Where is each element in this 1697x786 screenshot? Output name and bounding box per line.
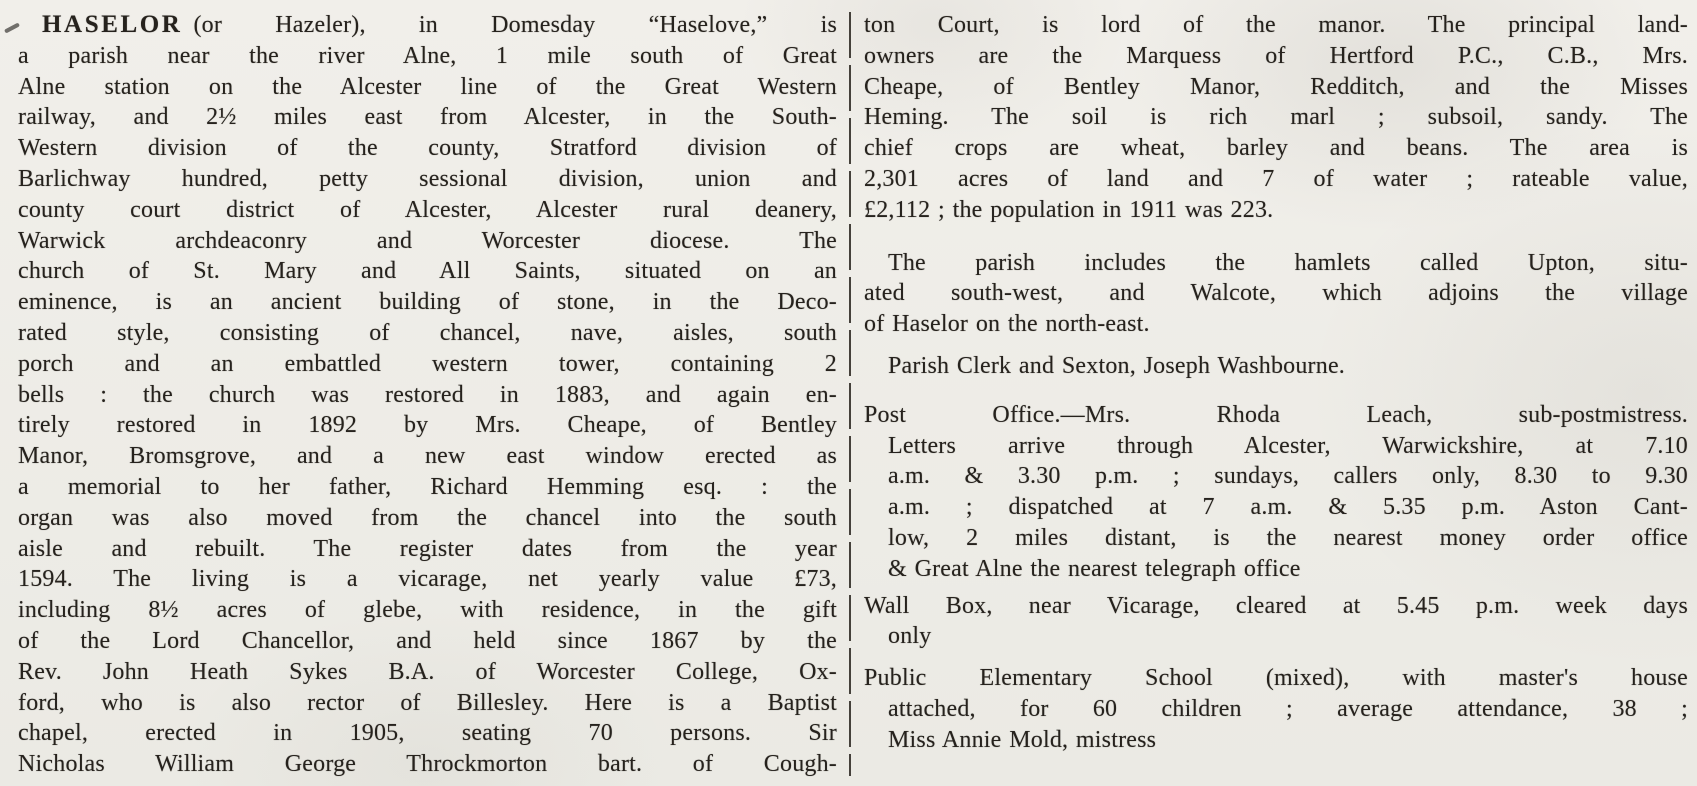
text-line: Miss Annie Mold, mistress [888,726,1157,753]
text-line: including 8½ acres of glebe, with residence, in the gift [18,597,837,624]
text-line [18,10,837,41]
text-line: Letters arrive through Alcester, Warwickshire, at 7.10 [888,432,1688,459]
text-line: The parish includes the hamlets called Upton, situ- [888,249,1688,276]
text-line: Manor, Bromsgrove, and a new east window erected as [18,443,837,470]
text-line: Cheape, of Bentley Manor, Redditch, and the Misses [864,73,1688,100]
text-run: (or Hazeler), in Domesday “Haselove,” is [193,12,837,38]
text-line: Wall Box, near Vicarage, cleared at 5.45 p.m. week days [864,592,1688,619]
text-line: Barlichway hundred, petty sessional division, union and [18,165,837,192]
text-line: church of St. Mary and All Saints, situated on an [18,258,837,285]
paragraph [864,400,1688,585]
column-divider [849,12,851,776]
text-line: £2,112 ; the population in 1911 was 223. [864,196,1274,223]
text-line: of Haselor on the north-east. [864,311,1150,338]
paragraph [18,10,837,780]
column-right [864,10,1688,756]
text-line: chapel, erected in 1905, seating 70 persons. Sir [18,720,837,747]
text-line: attached, for 60 children ; average attendance, 38 ; [888,695,1688,722]
text-line: a.m. & 3.30 p.m. ; sundays, callers only, 8.30 to 9.30 [888,463,1688,490]
text-line: owners are the Marquess of Hertford P.C., C.B., Mrs. [864,42,1688,69]
text-line: a memorial to her father, Richard Hemming esq. : the [18,473,837,500]
text-line: rated style, consisting of chancel, nave, aisles, south [18,319,837,346]
text-line: bells : the church was restored in 1883, and again en- [18,381,837,408]
text-line: Parish Clerk and Sexton, Joseph Washbourne. [888,352,1346,379]
text-line: only [888,623,932,650]
text-line: county court district of Alcester, Alcester rural deanery, [18,196,837,223]
column-left [18,10,837,780]
text-line: Public Elementary School (mixed), with master's house [864,665,1688,692]
text-line: Alne station on the Alcester line of the Great Western [18,73,837,100]
text-line: aisle and rebuilt. The register dates from the year [18,535,837,562]
text-line: chief crops are wheat, barley and beans. The area is [864,135,1688,162]
text-line: ford, who is also rector of Billesley. Here is a Baptist [18,689,837,716]
paragraph [864,591,1688,653]
text-line: Post Office.—Mrs. Rhoda Leach, sub-postmistress. [864,401,1688,428]
text-line: railway, and 2½ miles east from Alcester, in the South- [18,104,837,131]
text-line: a parish near the river Alne, 1 mile south of Great [18,42,837,69]
paragraph [864,351,1688,382]
text-line: a.m. ; dispatched at 7 a.m. & 5.35 p.m. Aston Cant- [888,494,1688,521]
text-line: eminence, is an ancient building of stone, in the Deco- [18,289,837,316]
text-line: & Great Alne the nearest telegraph office [888,555,1301,582]
text-line: Rev. John Heath Sykes B.A. of Worcester College, Ox- [18,658,837,685]
text-line: Western division of the county, Stratford division of [18,135,837,162]
paragraph [864,248,1688,340]
text-line: ated south-west, and Walcote, which adjoins the village [864,280,1688,307]
text-line: Warwick archdeaconry and Worcester diocese. The [18,227,837,254]
text-line: of the Lord Chancellor, and held since 1867 by the [18,627,837,654]
text-line: organ was also moved from the chancel into the south [18,504,837,531]
paragraph [864,663,1688,755]
parish-name-lead: HASELOR [42,11,183,38]
text-line: Heming. The soil is rich marl ; subsoil, sandy. The [864,104,1688,131]
paragraph [864,10,1688,226]
text-line: Nicholas William George Throckmorton bart. of Cough- [18,751,837,778]
text-line: ton Court, is lord of the manor. The principal land- [864,12,1688,38]
text-line: porch and an embattled western tower, containing 2 [18,350,837,377]
text-line: 2,301 acres of land and 7 of water ; rateable value, [864,165,1688,192]
text-line: tirely restored in 1892 by Mrs. Cheape, of Bentley [18,412,837,439]
text-line: 1594. The living is a vicarage, net yearly value £73, [18,566,837,593]
text-line: low, 2 miles distant, is the nearest money order office [888,524,1688,551]
